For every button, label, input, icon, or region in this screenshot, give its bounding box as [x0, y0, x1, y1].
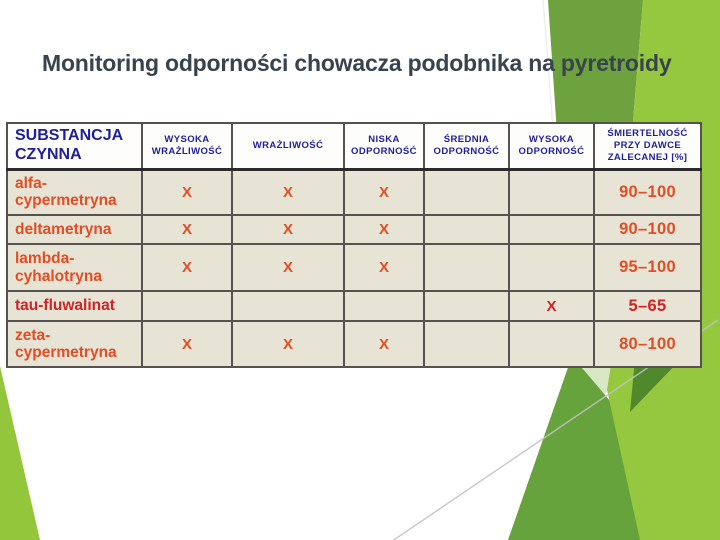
table-row	[7, 215, 701, 244]
table-row	[7, 291, 701, 321]
substance-table-body	[7, 169, 701, 367]
resistance-mark: X	[232, 169, 344, 215]
slide-title: Monitoring odporności chowacza podobnika na pyretroidy	[42, 50, 672, 76]
resistance-mark: X	[509, 291, 594, 321]
resistance-mark: X	[142, 215, 232, 244]
table-row	[7, 321, 701, 367]
empty-cell	[424, 169, 509, 215]
empty-cell	[509, 169, 594, 215]
empty-cell	[509, 244, 594, 291]
resistance-table	[6, 122, 702, 368]
mortality-value: 80–100	[594, 321, 701, 367]
table-row	[7, 169, 701, 215]
empty-cell	[424, 321, 509, 367]
mortality-value: 5–65	[594, 291, 701, 321]
column-header-low-resistance: NISKA ODPORNOŚĆ	[344, 123, 424, 169]
resistance-mark: X	[232, 321, 344, 367]
resistance-mark: X	[344, 244, 424, 291]
table-header-row	[7, 123, 701, 169]
substance-name: tau-fluwalinat	[7, 291, 142, 321]
column-header-high-sensitivity: WYSOKA WRAŻLIWOŚĆ	[142, 123, 232, 169]
resistance-mark: X	[232, 215, 344, 244]
empty-cell	[142, 291, 232, 321]
column-header-substance: SUBSTANCJA CZYNNA	[7, 123, 142, 169]
resistance-mark: X	[142, 169, 232, 215]
substance-name: deltametryna	[7, 215, 142, 244]
empty-cell	[344, 291, 424, 321]
empty-cell	[509, 215, 594, 244]
resistance-mark: X	[344, 215, 424, 244]
mortality-value: 90–100	[594, 169, 701, 215]
empty-cell	[424, 215, 509, 244]
column-header-medium-resistance: ŚREDNIA ODPORNOŚĆ	[424, 123, 509, 169]
table-row	[7, 244, 701, 291]
empty-cell	[424, 291, 509, 321]
resistance-mark: X	[142, 321, 232, 367]
mortality-value: 90–100	[594, 215, 701, 244]
substance-name: alfa-cypermetryna	[7, 169, 142, 215]
substance-name: lambda-cyhalotryna	[7, 244, 142, 291]
empty-cell	[509, 321, 594, 367]
resistance-mark: X	[344, 321, 424, 367]
empty-cell	[424, 244, 509, 291]
substance-name: zeta-cypermetryna	[7, 321, 142, 367]
column-header-high-resistance: WYSOKA ODPORNOŚĆ	[509, 123, 594, 169]
resistance-mark: X	[142, 244, 232, 291]
mortality-value: 95–100	[594, 244, 701, 291]
resistance-mark: X	[232, 244, 344, 291]
column-header-sensitivity: WRAŻLIWOŚĆ	[232, 123, 344, 169]
empty-cell	[232, 291, 344, 321]
resistance-mark: X	[344, 169, 424, 215]
column-header-mortality: ŚMIERTELNOŚĆ PRZY DAWCE ZALECANEJ [%]	[594, 123, 701, 169]
